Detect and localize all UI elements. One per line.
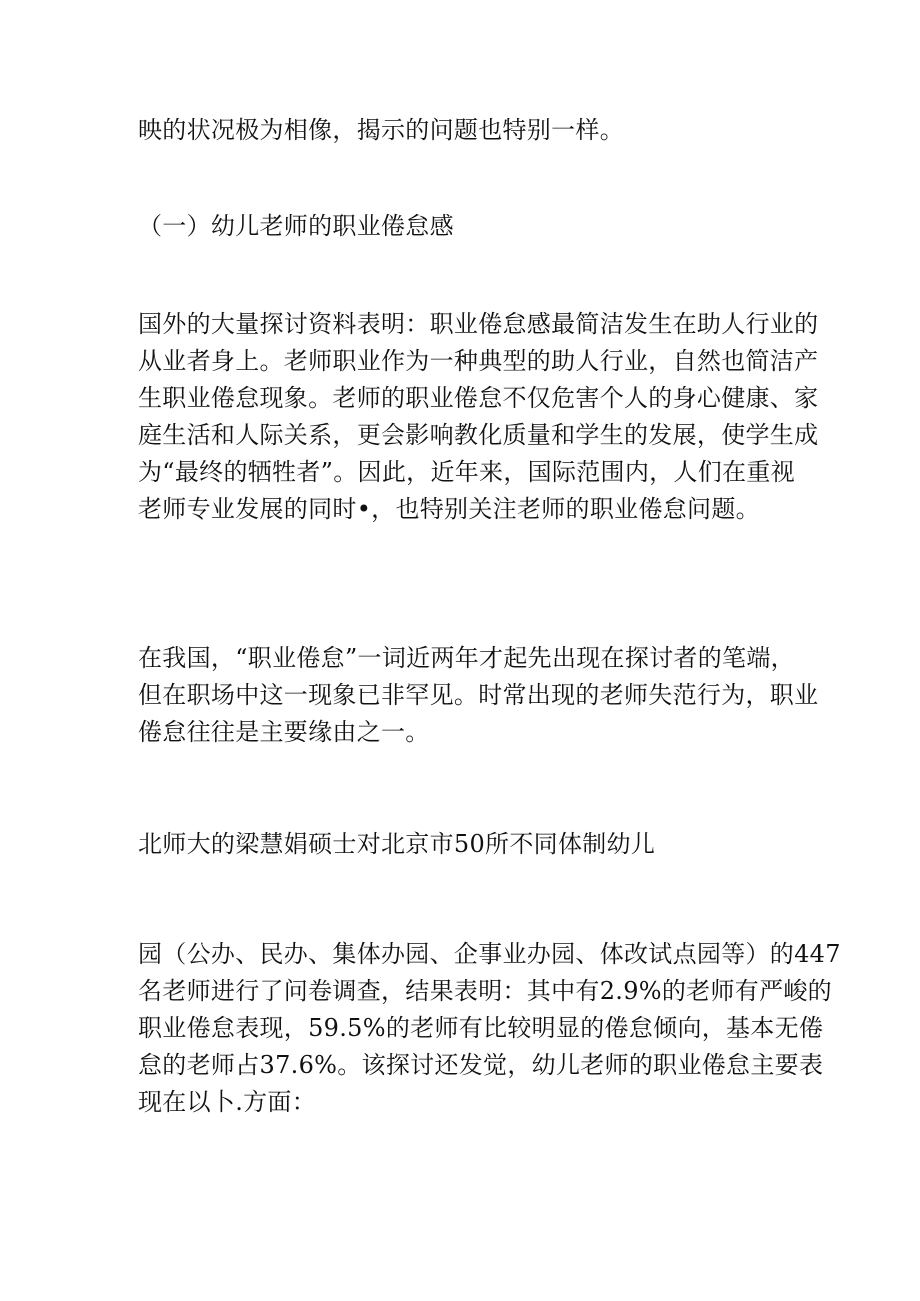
text-line: 在我国，“职业倦怠”一词近两年才起先出现在探讨者的笔端， [138,644,795,672]
text-line: 老师专业发展的同时•，也特别关注老师的职业倦怠问题。 [138,495,760,523]
text-line: 国外的大量探讨资料表明：职业倦怠感最简洁发生在助人行业的 [138,310,819,338]
paragraph-survey-results [138,936,841,1121]
paragraph-burnout-overview [138,306,819,528]
text-line: 但在职场中这一现象已非罕见。时常出现的老师失范行为，职业 [138,681,819,709]
heading-text: （一）幼儿老师的职业倦怠感 [138,212,454,240]
text-line: 映的状况极为相像，揭示的问题也特别一样。 [138,116,624,144]
text-line: 从业者身上。老师职业作为一种典型的助人行业，自然也简洁产 [138,347,819,375]
text-line: 北师大的梁慧娟硕士对北京市50所不同体制幼儿 [138,830,656,858]
paragraph-study-intro [138,826,798,863]
text-line: 倦怠往往是主要缘由之一。 [138,718,430,746]
text-line: 名老师进行了问卷调查，结果表明：其中有2.9%的老师有严峻的 [138,977,832,1005]
text-line: 为“最终的牺牲者”。因此，近年来，国际范围内，人们在重视 [138,458,795,486]
text-line: 怠的老师占37.6%。该探讨还发觉，幼儿老师的职业倦怠主要表 [138,1051,824,1079]
text-line: 职业倦怠表现，59.5%的老师有比较明显的倦怠倾向，基本无倦 [138,1014,824,1042]
paragraph-domestic-situation [138,640,819,751]
paragraph-continuation [138,112,798,149]
text-line: 园（公办、民办、集体办园、企事业办园、体改试点园等）的447 [138,940,841,968]
text-line: 生职业倦怠现象。老师的职业倦怠不仅危害个人的身心健康、家 [138,384,819,412]
text-line: 庭生活和人际关系，更会影响教化质量和学生的发展，使学生成 [138,421,819,449]
section-heading [138,208,798,245]
text-line: 现在以卜.方面： [138,1088,317,1116]
